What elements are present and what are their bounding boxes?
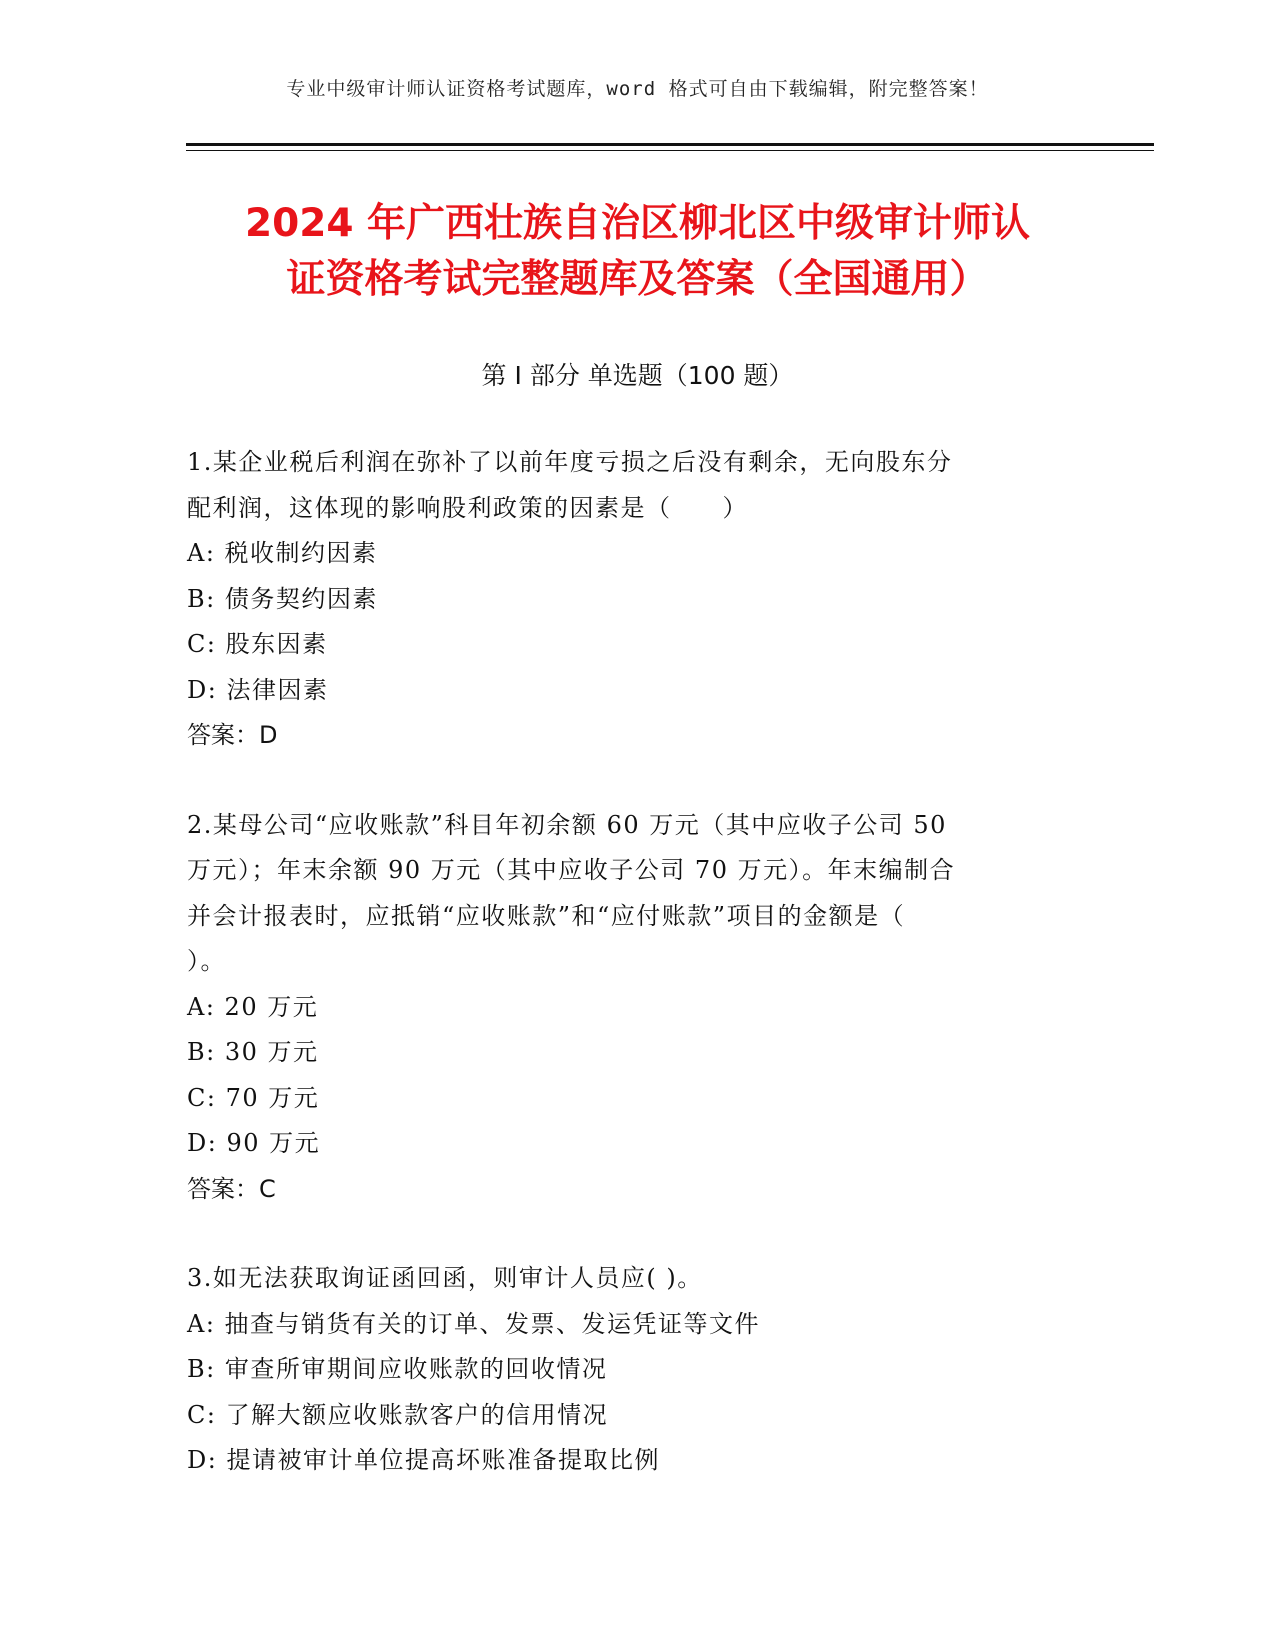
question-3 xyxy=(187,1256,1057,1484)
question-2 xyxy=(187,803,1057,1213)
question-stem-line: 2.某母公司“应收账款”科目年初余额 60 万元（其中应收子公司 50 xyxy=(187,810,947,839)
option-b: B: 审查所审期间应收账款的回收情况 xyxy=(187,1355,608,1383)
section-title: 第 I 部分 单选题（100 题） xyxy=(481,361,794,390)
option-c: C: 股东因素 xyxy=(187,630,328,658)
option-d: D: 提请被审计单位提高坏账准备提取比例 xyxy=(187,1446,660,1474)
option-b: B: 30 万元 xyxy=(187,1038,319,1066)
option-d: D: 法律因素 xyxy=(187,675,329,704)
question-list xyxy=(187,440,1057,1484)
option-a: A: 税收制约因素 xyxy=(187,539,378,567)
header-note: 专业中级审计师认证资格考试题库，word 格式可自由下载编辑，附完整答案！ xyxy=(286,78,989,100)
question-stem-line: 万元）；年末余额 90 万元（其中应收子公司 70 万元）。年末编制合 xyxy=(187,856,956,884)
document-title-line-1: 2024 年广西壮族自治区柳北区中级审计师认 xyxy=(244,201,1031,246)
option-a: A: 20 万元 xyxy=(187,992,319,1021)
question-stem-line: 配利润，这体现的影响股利政策的因素是（ ） xyxy=(187,493,748,522)
answer: 答案：D xyxy=(187,721,278,749)
answer: 答案：C xyxy=(187,1174,276,1203)
option-c: C: 70 万元 xyxy=(187,1083,320,1112)
header-divider-thick xyxy=(186,143,1154,146)
question-stem-line: ）。 xyxy=(187,947,226,975)
document-title xyxy=(150,196,1125,308)
question-1 xyxy=(187,440,1057,759)
question-spacer xyxy=(187,759,1057,803)
question-stem-line: 3.如无法获取询证函回函，则审计人员应( )。 xyxy=(187,1264,703,1292)
question-stem-line: 并会计报表时，应抵销“应收账款”和“应付账款”项目的金额是（ xyxy=(187,901,906,930)
question-spacer xyxy=(187,1212,1057,1256)
option-a: A: 抽查与销货有关的订单、发票、发运凭证等文件 xyxy=(187,1309,761,1338)
question-stem-line: 1.某企业税后利润在弥补了以前年度亏损之后没有剩余，无向股东分 xyxy=(187,448,953,476)
header-divider-thin xyxy=(186,150,1154,151)
option-d: D: 90 万元 xyxy=(187,1129,321,1157)
option-c: C: 了解大额应收账款客户的信用情况 xyxy=(187,1400,609,1429)
option-b: B: 债务契约因素 xyxy=(187,584,378,613)
document-title-line-2: 证资格考试完整题库及答案（全国通用） xyxy=(286,257,989,302)
